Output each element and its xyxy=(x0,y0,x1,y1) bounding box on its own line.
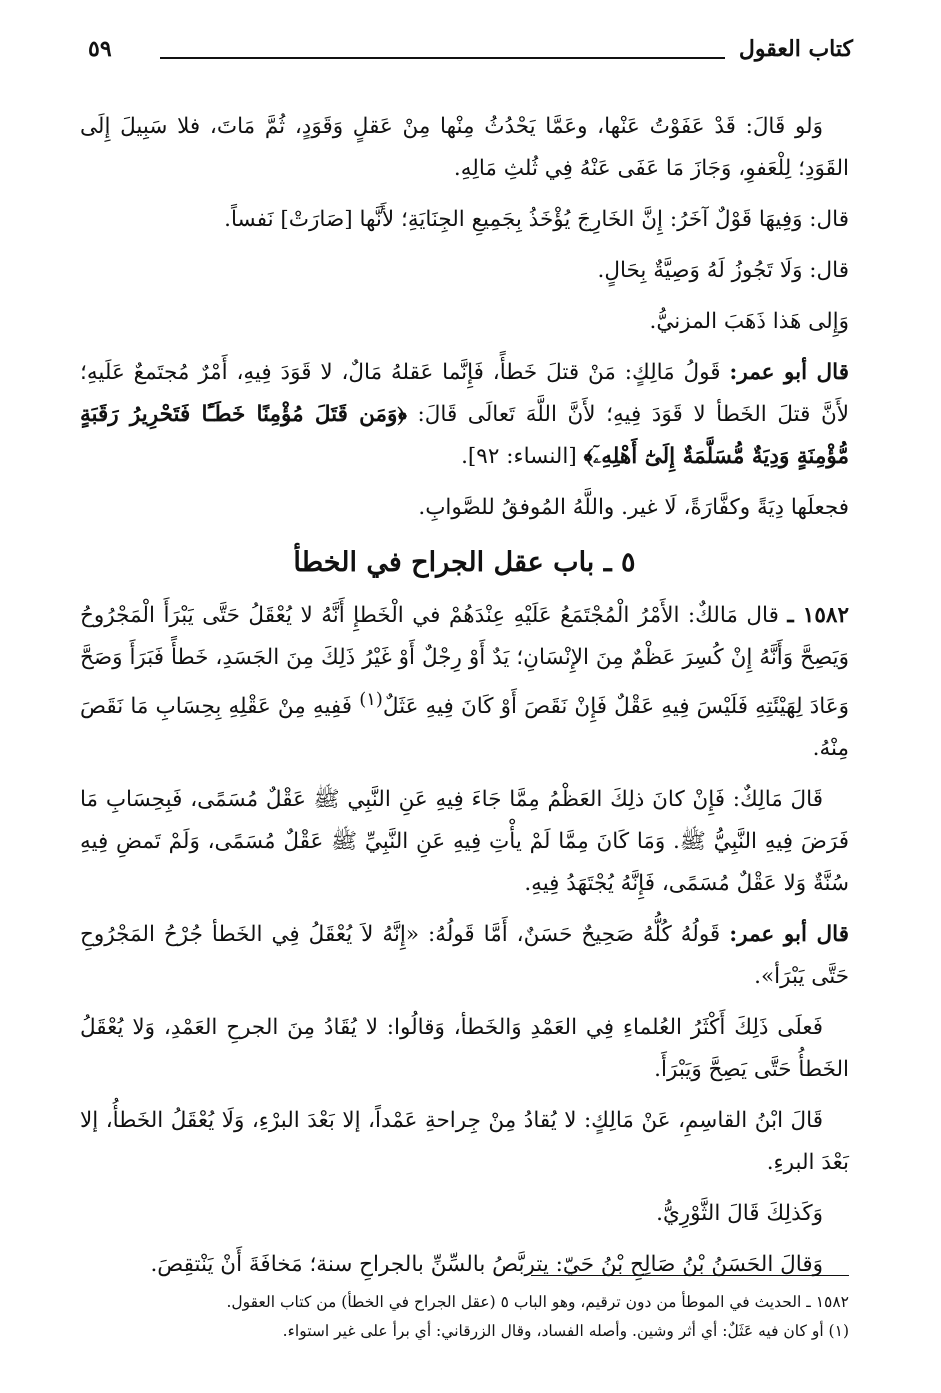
paragraph: قال: وَلَا تَجُوزُ لَهُ وَصِيَّةٌ بِحَالٍ. xyxy=(597,258,849,283)
paragraph: فَعلَى ذَلِكَ أَكْثَرُ العُلماءِ فِي العَمْدِ وَالخَطأ، وَقالُوا: لا يُقَادُ مِنَ الجرحِ العَمْدِ، وَلا يُعْقَلُ الخَطأُ حَتَّى يَصِحَّ وَيَبْرَأَ. xyxy=(80,1015,849,1083)
hadith-number: ١٥٨٢ ـ xyxy=(787,603,849,628)
paragraph: قَالَ مَالِكٌ: فَإِنْ كانَ ذلِكَ العَظْمُ مِمَّا جَاءَ فِيهِ عَنِ النَّبِي ﷺ عَقْلٌ مُسَمًى، فَبِحِسَابِ مَا فَرَضَ فِيهِ النَّبِيُّ ﷺ. وَمَا كَانَ مِمَّا لَمْ يأْتِ فِيهِ عَنِ النَّبِيِّ ﷺ عَقْلٌ مُسَمًى، وَلَمْ تَمضِ فِيهِ سُنَّةٌ وَلا عَقْلٌ مُسَمًى، فَإِنَّهُ يُجْتَهَدُ فِيهِ. xyxy=(80,787,849,897)
verse-citation: [النساء: ٩٢]. xyxy=(461,444,584,469)
hadith-text: قال مَالكٌ: الأَمْرُ الْمُجْتَمَعُ عَلَيْهِ عِنْدَهُمْ في الْخَطإِ أَنَّهُ لا يُعْقَلُ حَتَّى يَبْرَأَ الْمَجْرُوحُ وَيَصِحَّ وَأَنَّهُ إِنْ كُسِرَ عَظْمٌ مِنَ الإِنْسَانِ؛ يَدٌ أَوْ رِجْلٌ أَوْ غَيْرُ ذَلِكَ مِنَ الجَسَدِ، خَطأً فَبَرَأَ وَصَحَّ وَعَادَ لِهَيْئَتِهِ فَلَيْسَ فِيهِ عَقْلٌ فَإِنْ نَقَصَ أَوْ كَانَ فِيهِ عَثَلٌ xyxy=(80,603,849,720)
paragraph: وَقالَ الحَسَنُ بْنُ صَالِحِ بْنُ حَيّ: يتربَّصُ بالسِّنِّ بالجراحِ سنة؛ مَخافَةَ أَنْ يَنْتقِصَ. xyxy=(150,1252,823,1278)
hadith-paragraph xyxy=(80,595,849,770)
hadith-text-end: فَفِيهِ مِنْ عَقْلِهِ بِحِسَابِ مَا نَقَصَ مِنْهُ. xyxy=(80,694,849,762)
footnote-rule xyxy=(531,1275,849,1276)
chapter-heading: ٥ ـ باب عقل الجراح في الخطأ xyxy=(293,547,636,578)
header-rule xyxy=(160,57,725,59)
paragraph: وَلو قَالَ: قَدْ عَفَوْتُ عَنْها، وعَمَّا يَحْدُثُ مِنْها مِنْ عَقلٍ وَقَوَدٍ، ثُمَّ مَاتَ، فلا سَبِيلَ إِلَى القَوَدِ؛ لِلْعَفوِ، وَجَازَ مَا عَفَى عَنْهُ فِي ثُلثِ مَالِهِ. xyxy=(80,114,849,181)
paragraph: قَالَ ابْنُ القاسِمِ، عَنْ مَالِكٍ: لا يُقادُ مِنْ جِراحةِ عَمْداً، إلا بَعْدَ البرْءِ، وَلَا يُعْقَلُ الخَطأُ، إلا بَعْدَ البرءِ. xyxy=(80,1108,849,1176)
speaker-label: قال أبو عمر: xyxy=(729,922,850,948)
page-header xyxy=(88,30,853,70)
page-number: ٥٩ xyxy=(88,36,112,62)
footnote: (١) أو كان فيه عَثَلٌ: أي أثر وشين. وأصله الفساد، وقال الزرقاني: أي برأ على غير استواء. xyxy=(282,1322,849,1340)
paragraph-text: قَولُ مَالِكٍ: مَنْ قتلَ خَطأً، فَإِنَّما عَقلهُ مَالٌ، لا قَوَدَ فِيهِ، أَمْرٌ مُجتَمعٌ عَلَيهِ؛ لأَنَّ قتلَ الخَطأ لا قَوَدَ فِيهِ؛ لأَنَّ اللَّهَ تَعالَى قَالَ: xyxy=(80,360,850,427)
paragraph: وَإِلى هَذا ذَهَبَ المزنيُّ. xyxy=(649,309,849,334)
main-text xyxy=(80,106,849,1295)
speaker-label: قال أبو عمر: xyxy=(729,360,850,385)
paragraph: قال: وَفِيهَا قَوْلٌ آخَرُ: إِنَّ الخَارِجَ يُؤْخَذُ بِجَمِيعِ الجِنَايَةِ؛ لأَنَّها [صَارَتْ] نَفساً. xyxy=(224,207,849,232)
abu-umar-paragraph xyxy=(80,914,849,998)
footnotes xyxy=(90,1288,849,1346)
footnote: ١٥٨٢ ـ الحديث في الموطأ من دون ترقيم، وهو الباب ٥ (عقل الجراح في الخطأ) من كتاب العقول. xyxy=(226,1293,849,1311)
quran-verse: ﴿وَمَن قَتَلَ مُؤْمِنًا خَطَـًٔا فَتَحْرِيرُ رَقَبَةٍ مُّؤْمِنَةٍ وَدِيَةٌ مُّسَلَّمَةٌ إِلَىٰٓ أَهْلِهِۦٓ﴾ xyxy=(80,402,849,469)
closing-line: فجعلَها دِيَةً وكفَّارَةً، لَا غير. واللَّهُ المُوفقُ للصَّوابِ. xyxy=(418,495,849,520)
paragraph-text: قَولُهُ كُلُّهُ صَحِيحٌ حَسَنٌ، أَمَّا قَولُهُ: «إِنَّهُ لاَ يُعْقَلُ فِي الخَطأ جُرْحُ المَجْرُوحِ حَتَّى يَبْرَأ». xyxy=(80,922,849,990)
paragraph: وَكَذلِكَ قَالَ الثَّوْرِيُّ. xyxy=(656,1201,823,1227)
abu-umar-paragraph xyxy=(80,352,849,478)
footnote-marker: (١) xyxy=(359,689,383,710)
running-title: كتاب العقول xyxy=(738,36,853,62)
